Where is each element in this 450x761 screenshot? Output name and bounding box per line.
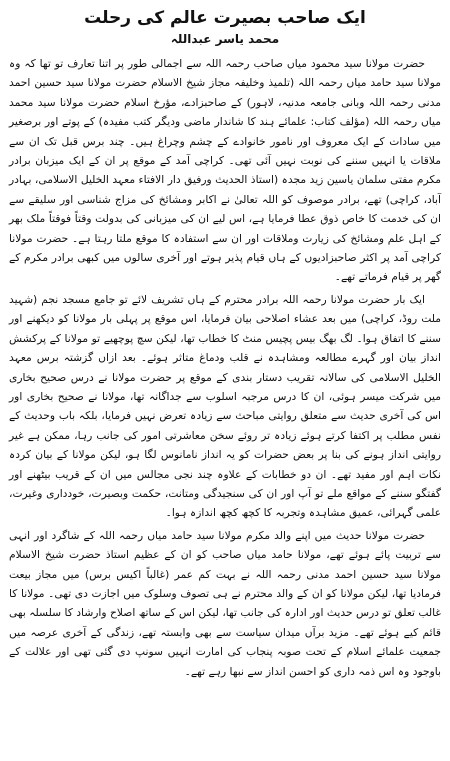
article-paragraph-2: ایک بار حضرت مولانا رحمہ اللہ برادر محترم کے ہاں تشریف لائے تو جامع مسجد نجم (شہید ملت روڈ، کراچی) میں بعد عشاء اصلاحی بیان فرمایا، اس موقع پر پہلی بار مولانا کو دیکھنے اور سننے کا اتفاق ہوا۔ لگ بھگ بیس پچیس منٹ کا خطاب تھا، لیکن سچ پوچھیے تو مولانا کے پرکشش انداز بیان اور گہرے مطالعہ ومشاہدہ نے قلب ودماغ متاثر ہوئے۔ بعد ازاں گزشتہ برس معہد الخلیل الاسلامی کی سالانہ تقریب دستار بندی کے موقع پر حضرت مولانا نے درس صحیح بخاری میں شرکت میسر ہوئی، ان کا درس مرجبہ اسلوب سے جداگانہ تھا، مولانا نے صحیح بخاری اور اس کی آخری حدیث سے متعلق روایتی مباحث سے زیادہ تعرض نہیں فرمایا، بلکہ باب وحدیث کے نفس مطلب پر اکتفا کرتے ہوئے زیادہ تر روئے سخن معاشرتی امور کی جانب رہا، ممکن ہے غیر روایتی انداز ہونے کی بنا پر بعض حضرات کو یہ انداز نامانوس لگا ہو، لیکن مولانا کے بیان کردہ نکات اہم اور مفید تھے۔ ان دو خطابات کے علاوہ چند نجی مجالس میں ان کے قریب بیٹھنے اور گفتگو سننے کے مواقع ملے تو آپ اور ان کی سنجیدگی ومتانت، حکمت وبصیرت، خودداری وغیرت، علمی گہرائی، عمیق مشاہدہ وتجربہ کا کچھ کچھ اندازہ ہوا۔: [9, 292, 441, 520]
article-author: محمد یاسر عبداللہ: [170, 32, 280, 46]
article-title: ایک صاحب بصیرت عالم کی رحلت: [84, 8, 366, 28]
article-paragraph-1: حضرت مولانا سید محمود میاں صاحب رحمہ اللہ سے اجمالی طور پر اتنا تعارف تو تھا کہ وہ مولانا سید حامد میاں رحمہ اللہ (تلمیذ وخلیفہ مجاز شیخ الاسلام حضرت مولانا سید حسین احمد مدنی رحمہ اللہ وبانی جامعہ مدنیہ، لاہور) کے صاحبزادے، مؤرخ اسلام حضرت مولانا سید محمد میاں رحمہ اللہ (مؤلف کتاب: علمائے ہند کا شاندار ماضی ودیگر کتب مفیدہ) کے پوتے اور برصغیر میں سادات کے ایک معروف اور نامور خانوادے کے چشم وچراغ ہیں۔ چند برس قبل تک ان سے ملاقات یا انہیں سننے کی نوبت نہیں آئی تھی۔ کراچی آمد کے موقع پر ان کے ایک میزبان برادر مکرم مفتی سلمان یاسین زید مجدہ (استاذ الحدیث ورفیق دار الافتاء معہد الخلیل الاسلامی، بہادر آباد، کراچی) تھے، برادر موصوف کو اللہ تعالیٰ نے اکابر ومشائخ کی مزاج شناسی اور سلیقے سے ان کی خدمت کا خاص ذوق عطا فرمایا ہے، اس لیے ان کی میزبانی کی بدولت وقتاً فوقتاً ملک بھر کے اہل علم ومشائخ کی زیارت وملاقات اور ان سے استفادہ کا موقع ملتا رہتا ہے۔ حضرت مولانا کراچی آمد پر اکثر صاحبزادیوں کے ہاں قیام پذیر ہوتے اور آخری سالوں میں کبھی برادر مکرم کے گھر پر قیام فرماتے تھے۔: [9, 57, 441, 284]
article-paragraph-3: حضرت مولانا حدیث میں اپنے والد مکرم مولانا سید حامد میاں رحمہ اللہ کے شاگرد اور انہی سے تربیت پائے ہوئے تھے، مولانا حامد میاں صاحب کو ان کے عظیم استاذ حضرت شیخ الاسلام مولانا سید حسین احمد مدنی رحمہ اللہ نے بہت کم عمر (غالباً اکیس برس) میں مجاز بیعت فرمادیا تھا، لیکن مولانا کو ان کے والد محترم نے ہی تصوف وسلوک میں اجازت دی تھی۔ مولانا کا غالب تعلق تو درس حدیث اور ادارہ کی جانب تھا، لیکن اس کے ساتھ اصلاح وارشاد کا سلسلہ بھی قائم کیے ہوئے تھے۔ مزید برآں میدان سیاست سے بھی وابستہ تھے، زندگی کے آخری عرصہ میں جمعیت علمائے اسلام کے تحت صوبہ پنجاب کی امارت انہیں سونپ دی گئی تھی اور علالت کے باوجود وہ اس ذمہ داری کو احسن انداز سے نبھا رہے تھے۔: [9, 528, 441, 678]
